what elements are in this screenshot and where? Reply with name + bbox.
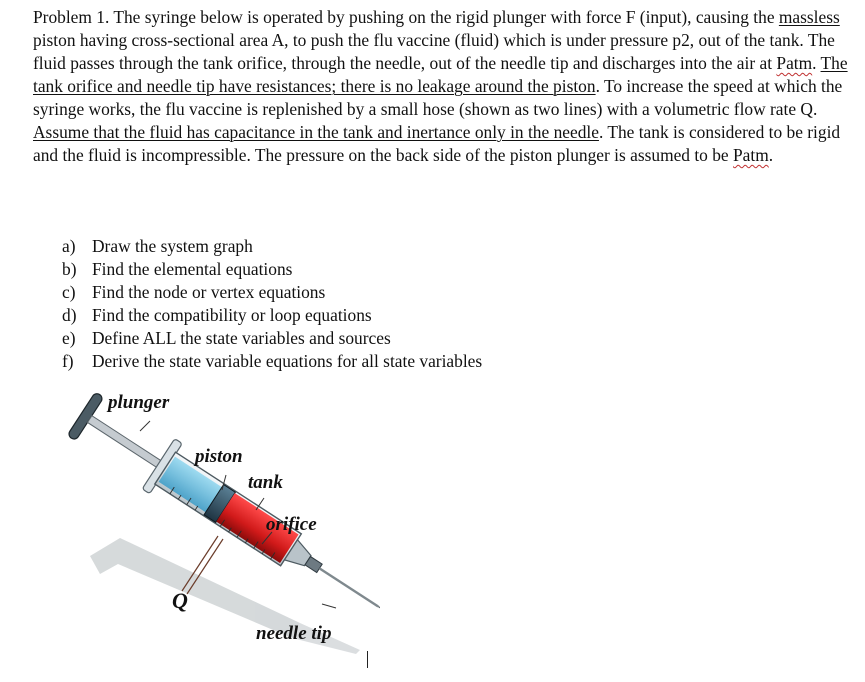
list-item-label: f) [62, 351, 74, 371]
needle-tip-label: needle tip [256, 623, 332, 644]
plunger-rod [87, 416, 163, 470]
text-run: . The tank is considered to be rigid and the fluid is incompressible. The pressure on the back side of the piston plunger is assumed to be [33, 122, 841, 165]
text-run: piston having cross-sectional area A, to push the flu vaccine (fluid) which is under pressure p2, out of the tank. The fluid passes through the tank orifice, through the needle, out of the needle tip and discharges into the air at [33, 30, 835, 73]
orifice-label: orifice [266, 514, 317, 535]
task-list [62, 235, 482, 373]
list-item-text: Find the node or vertex equations [92, 282, 326, 302]
needle [319, 568, 378, 606]
problem-statement [33, 6, 848, 167]
piston-label: piston [195, 446, 243, 467]
list-item-label: d) [62, 305, 77, 325]
spellcheck-term: Patm [733, 145, 769, 165]
syringe-figure [60, 388, 380, 673]
list-item-text: Find the compatibility or loop equations [92, 305, 372, 325]
needle-tip [378, 606, 380, 609]
underlined-sentence: Assume that the fluid has capacitance in the tank and inertance only in the needle [33, 122, 599, 142]
underlined-sentence: The tank orifice and needle tip have resistances; there is no leakage around the piston [33, 53, 848, 96]
list-item-label: e) [62, 328, 76, 348]
text-cursor [367, 651, 368, 668]
tank-label: tank [248, 472, 283, 493]
list-item [62, 304, 482, 327]
list-item-label: a) [62, 236, 76, 256]
plunger-thumb-rest [67, 392, 104, 441]
list-item [62, 258, 482, 281]
list-item-text: Define ALL the state variables and sources [92, 328, 391, 348]
underlined-term: massless [778, 7, 840, 27]
text-run: . To increase the speed at which the syringe works, the flu vaccine is replenished by a small hose (shown as two lines) with a volumetric flow rate Q. [33, 76, 843, 119]
list-item-text: Find the elemental equations [92, 259, 293, 279]
list-item [62, 281, 482, 304]
list-item-text: Derive the state variable equations for all state variables [92, 351, 483, 371]
list-item [62, 350, 482, 373]
list-item-label: b) [62, 259, 77, 279]
flow-q-label: Q [172, 588, 188, 613]
list-item-text: Draw the system graph [92, 236, 253, 256]
spellcheck-term: Patm [776, 53, 813, 73]
text-run: Problem 1. The syringe below is operated by pushing on the rigid plunger with force F (input), causing the [33, 7, 779, 27]
problem-paragraph [33, 6, 848, 167]
plunger-label: plunger [108, 392, 170, 413]
list-item-label: c) [62, 282, 76, 302]
list-item [62, 235, 482, 258]
text-run: . [812, 53, 821, 73]
syringe-illustration [60, 388, 380, 673]
text-run: . [768, 145, 774, 165]
list-item [62, 327, 482, 350]
